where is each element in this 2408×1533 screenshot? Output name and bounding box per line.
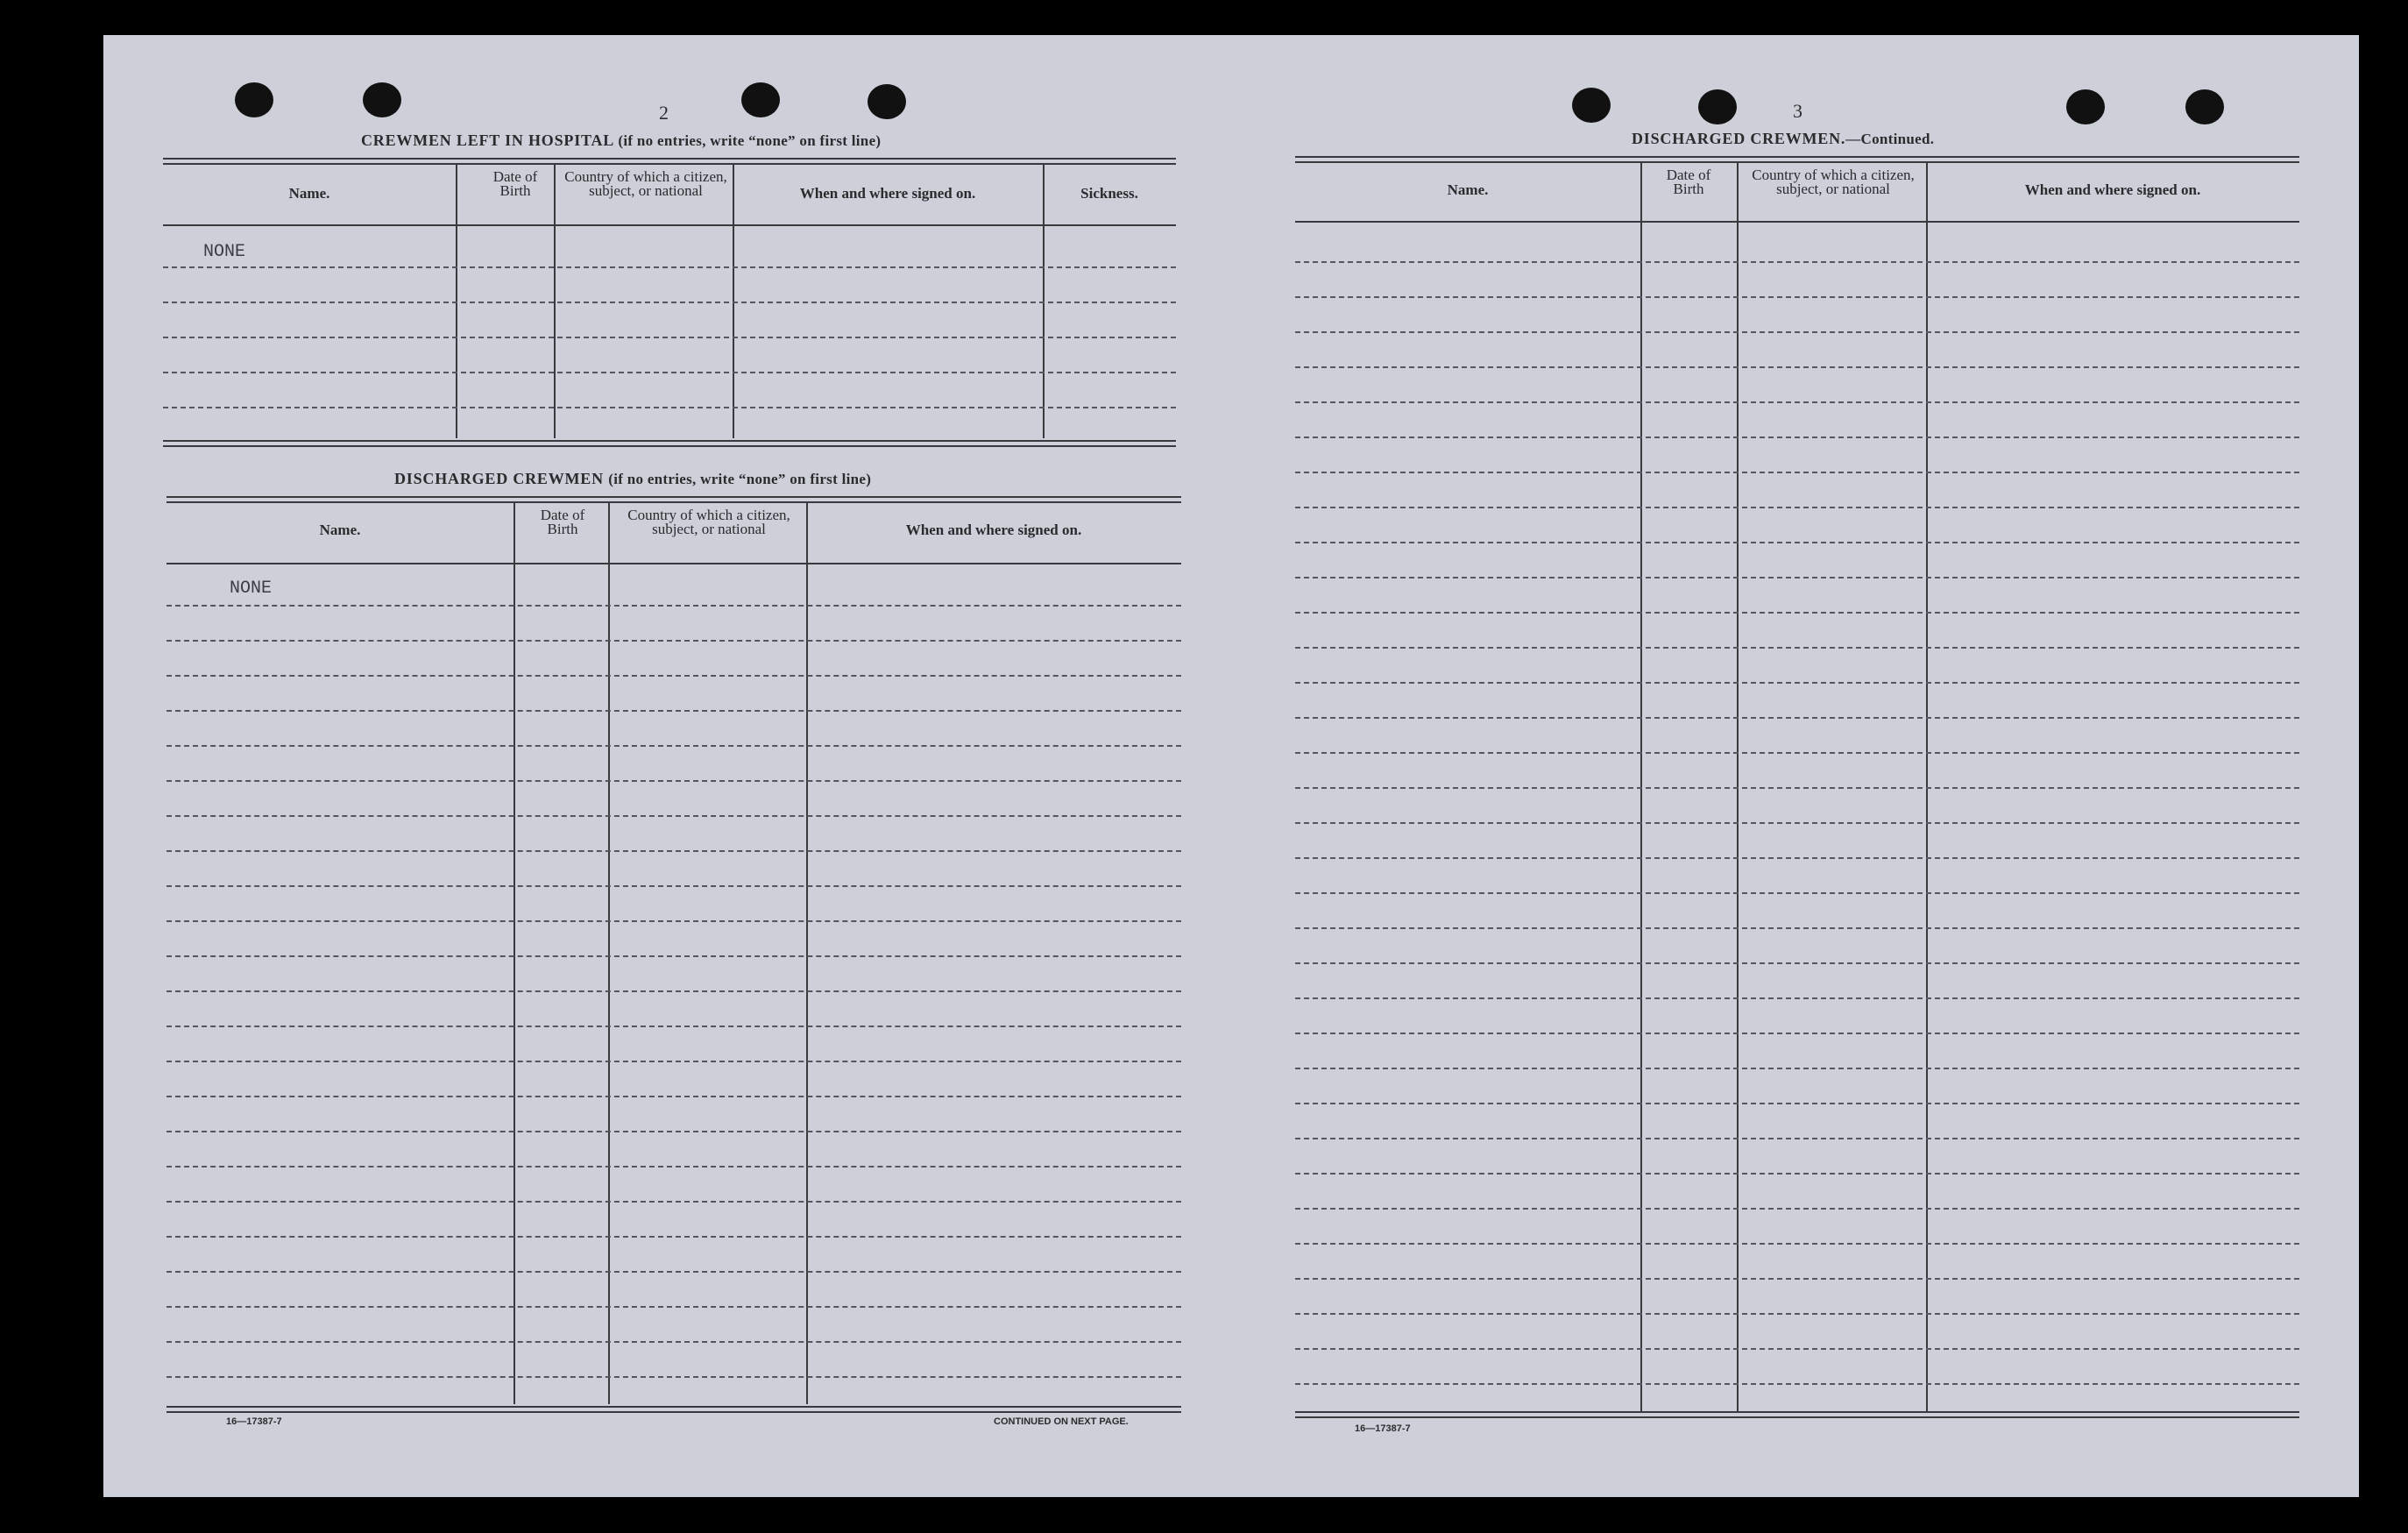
- punch-hole: [1698, 89, 1737, 124]
- punch-hole: [2066, 89, 2105, 124]
- column-header-country: Country of which a citizen, subject, or national: [627, 507, 790, 537]
- punch-hole: [1572, 88, 1611, 123]
- column-header-country: Country of which a citizen, subject, or national: [1752, 167, 1915, 197]
- column-header-date-of-birth: Date of Birth: [540, 507, 585, 537]
- left-page-number: 2: [659, 102, 669, 124]
- column-header-name: Name.: [1447, 181, 1489, 198]
- hospital-section-title: CREWMEN LEFT IN HOSPITAL (if no entries, write “none” on first line): [361, 131, 882, 149]
- document-sheet: [103, 35, 2359, 1497]
- column-header-country: Country of which a citizen, subject, or national: [564, 168, 727, 199]
- discharged-continued-title: DISCHARGED CREWMEN.—Continued.: [1632, 130, 1935, 147]
- column-header-signed-on: When and where signed on.: [905, 522, 1082, 538]
- column-header-signed-on: When and where signed on.: [799, 185, 976, 202]
- column-header-date-of-birth: Date of Birth: [492, 168, 538, 199]
- punch-hole: [741, 82, 780, 117]
- column-header-date-of-birth: Date of Birth: [1666, 167, 1711, 197]
- first-entry-none: NONE: [230, 578, 273, 599]
- continued-note: CONTINUED ON NEXT PAGE.: [994, 1416, 1129, 1427]
- punch-hole: [363, 82, 401, 117]
- discharged-section-title: DISCHARGED CREWMEN (if no entries, write “none” on first line): [394, 470, 872, 487]
- column-header-name: Name.: [288, 185, 330, 202]
- column-header-sickness: Sickness.: [1080, 185, 1138, 202]
- first-entry-none: NONE: [203, 242, 246, 262]
- column-header-signed-on: When and where signed on.: [2024, 181, 2201, 198]
- discharged-continued-table: [1295, 156, 2299, 1420]
- column-header-name: Name.: [319, 522, 361, 538]
- right-page-number: 3: [1793, 100, 1802, 122]
- form-number: 16—17387-7: [1355, 1423, 1411, 1434]
- discharged-table: [166, 496, 1181, 1413]
- punch-hole: [2185, 89, 2224, 124]
- punch-hole: [235, 82, 273, 117]
- form-number: 16—17387-7: [226, 1416, 282, 1427]
- punch-hole: [868, 84, 906, 119]
- hospital-table: [163, 158, 1176, 447]
